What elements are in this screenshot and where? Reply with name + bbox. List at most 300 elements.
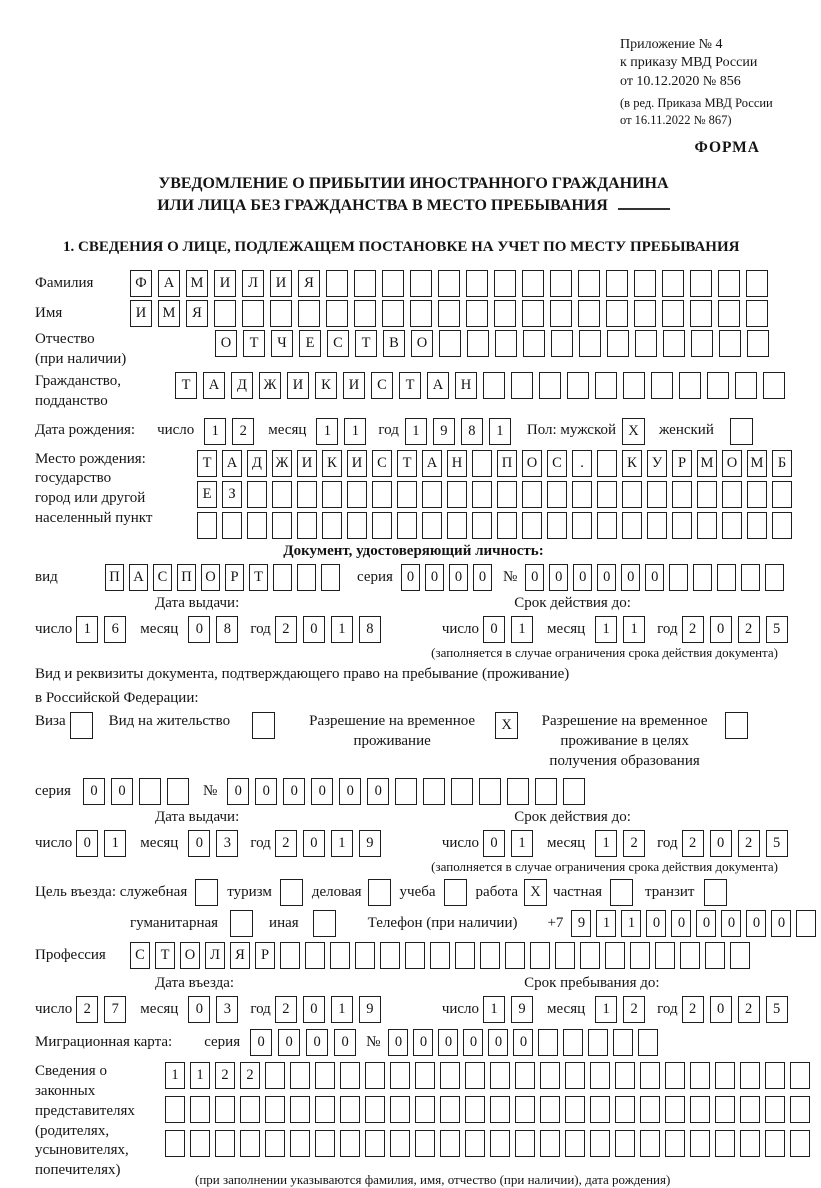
form-cell[interactable] (190, 1130, 210, 1157)
form-cell[interactable] (465, 1062, 485, 1089)
form-cell[interactable] (740, 1062, 760, 1089)
form-cell[interactable] (717, 564, 736, 591)
form-cell[interactable]: П (177, 564, 196, 591)
form-cell[interactable]: 0 (549, 564, 568, 591)
form-cell[interactable]: Т (197, 450, 217, 477)
phone-cells[interactable] (571, 910, 821, 937)
form-cell[interactable] (718, 270, 740, 297)
form-cell[interactable]: 0 (303, 996, 325, 1023)
form-cell[interactable]: М (186, 270, 208, 297)
form-cell[interactable]: 0 (303, 830, 325, 857)
form-cell[interactable]: Я (186, 300, 208, 327)
form-cell[interactable]: Н (455, 372, 477, 399)
form-cell[interactable]: 1 (596, 910, 616, 937)
form-cell[interactable]: 1 (511, 616, 533, 643)
form-cell[interactable]: М (158, 300, 180, 327)
form-cell[interactable] (511, 372, 533, 399)
permit-number-cells[interactable] (227, 778, 591, 805)
patronymic-cells[interactable] (215, 330, 775, 357)
form-cell[interactable] (515, 1062, 535, 1089)
form-cell[interactable] (215, 1096, 235, 1123)
form-cell[interactable] (663, 330, 685, 357)
form-cell[interactable] (410, 270, 432, 297)
doc-issue-day-cells[interactable] (76, 616, 132, 643)
form-cell[interactable] (273, 564, 292, 591)
form-cell[interactable] (535, 778, 557, 805)
form-cell[interactable] (230, 910, 253, 937)
form-cell[interactable]: 2 (623, 830, 645, 857)
form-cell[interactable] (466, 270, 488, 297)
form-cell[interactable]: 0 (449, 564, 468, 591)
doc-valid-day-cells[interactable] (483, 616, 539, 643)
form-cell[interactable] (747, 512, 767, 539)
name-cells[interactable] (130, 300, 774, 327)
form-cell[interactable] (167, 778, 189, 805)
form-cell[interactable]: 9 (511, 996, 533, 1023)
form-cell[interactable] (315, 1062, 335, 1089)
form-cell[interactable] (214, 300, 236, 327)
form-cell[interactable] (630, 942, 650, 969)
form-cell[interactable] (640, 1130, 660, 1157)
form-cell[interactable]: X (495, 712, 518, 739)
form-cell[interactable]: 2 (738, 616, 760, 643)
purpose-transit-checkbox[interactable] (704, 879, 727, 906)
form-cell[interactable]: Т (175, 372, 197, 399)
form-cell[interactable]: 2 (682, 616, 704, 643)
form-cell[interactable]: С (372, 450, 392, 477)
form-cell[interactable] (655, 942, 675, 969)
form-cell[interactable] (415, 1096, 435, 1123)
form-cell[interactable] (472, 450, 492, 477)
form-cell[interactable]: 0 (334, 1029, 356, 1056)
form-cell[interactable] (622, 481, 642, 508)
form-cell[interactable]: 0 (525, 564, 544, 591)
form-cell[interactable]: У (647, 450, 667, 477)
form-cell[interactable] (290, 1062, 310, 1089)
form-cell[interactable] (321, 564, 340, 591)
form-cell[interactable] (623, 372, 645, 399)
form-cell[interactable] (669, 564, 688, 591)
form-cell[interactable] (590, 1096, 610, 1123)
stay-month-cells[interactable] (595, 996, 651, 1023)
form-cell[interactable] (740, 1096, 760, 1123)
title-blank-line[interactable] (618, 208, 670, 210)
form-cell[interactable] (340, 1096, 360, 1123)
form-cell[interactable]: М (697, 450, 717, 477)
form-cell[interactable] (313, 910, 336, 937)
form-cell[interactable]: 0 (771, 910, 791, 937)
form-cell[interactable] (480, 942, 500, 969)
form-cell[interactable]: 0 (303, 616, 325, 643)
form-cell[interactable] (197, 512, 217, 539)
form-cell[interactable] (647, 512, 667, 539)
form-cell[interactable] (415, 1062, 435, 1089)
profession-cells[interactable] (130, 942, 755, 969)
doc-type-cells[interactable] (105, 564, 345, 591)
form-cell[interactable] (479, 778, 501, 805)
form-cell[interactable]: 1 (623, 616, 645, 643)
form-cell[interactable]: 1 (595, 830, 617, 857)
form-cell[interactable]: 0 (597, 564, 616, 591)
form-cell[interactable] (622, 512, 642, 539)
form-cell[interactable] (540, 1062, 560, 1089)
form-cell[interactable] (722, 481, 742, 508)
form-cell[interactable] (790, 1096, 810, 1123)
form-cell[interactable]: Р (672, 450, 692, 477)
form-cell[interactable] (704, 879, 727, 906)
form-cell[interactable]: А (427, 372, 449, 399)
form-cell[interactable] (523, 330, 545, 357)
form-cell[interactable] (588, 1029, 608, 1056)
form-cell[interactable] (422, 512, 442, 539)
form-cell[interactable] (297, 481, 317, 508)
form-cell[interactable]: 0 (710, 830, 732, 857)
form-cell[interactable]: 5 (766, 830, 788, 857)
form-cell[interactable] (472, 512, 492, 539)
birth-year-cells[interactable] (405, 418, 517, 445)
form-cell[interactable]: 0 (388, 1029, 408, 1056)
form-cell[interactable] (638, 1029, 658, 1056)
form-cell[interactable]: И (287, 372, 309, 399)
form-cell[interactable]: 1 (595, 616, 617, 643)
form-cell[interactable] (522, 481, 542, 508)
form-cell[interactable] (590, 1062, 610, 1089)
form-cell[interactable]: 1 (331, 996, 353, 1023)
form-cell[interactable] (578, 270, 600, 297)
form-cell[interactable]: 0 (250, 1029, 272, 1056)
form-cell[interactable] (610, 879, 633, 906)
form-cell[interactable] (635, 330, 657, 357)
form-cell[interactable]: О (201, 564, 220, 591)
form-cell[interactable] (495, 330, 517, 357)
mig-number-cells[interactable] (388, 1029, 663, 1056)
form-cell[interactable]: 5 (766, 616, 788, 643)
purpose-tourism-checkbox[interactable] (280, 879, 303, 906)
form-cell[interactable]: 0 (188, 996, 210, 1023)
form-cell[interactable]: 1 (405, 418, 427, 445)
form-cell[interactable]: 1 (316, 418, 338, 445)
form-cell[interactable] (365, 1096, 385, 1123)
mig-series-cells[interactable] (250, 1029, 362, 1056)
form-cell[interactable] (615, 1096, 635, 1123)
form-cell[interactable]: О (411, 330, 433, 357)
form-cell[interactable] (390, 1096, 410, 1123)
form-cell[interactable] (597, 512, 617, 539)
form-cell[interactable] (662, 270, 684, 297)
form-cell[interactable] (538, 1029, 558, 1056)
form-cell[interactable]: 0 (83, 778, 105, 805)
form-cell[interactable] (372, 481, 392, 508)
form-cell[interactable]: Ж (272, 450, 292, 477)
form-cell[interactable] (368, 879, 391, 906)
form-cell[interactable]: Е (197, 481, 217, 508)
form-cell[interactable] (451, 778, 473, 805)
form-cell[interactable] (565, 1130, 585, 1157)
citizenship-cells[interactable] (175, 372, 791, 399)
stay-day-cells[interactable] (483, 996, 539, 1023)
form-cell[interactable] (382, 300, 404, 327)
form-cell[interactable] (672, 481, 692, 508)
form-cell[interactable] (606, 270, 628, 297)
form-cell[interactable] (665, 1130, 685, 1157)
form-cell[interactable] (490, 1096, 510, 1123)
form-cell[interactable]: И (130, 300, 152, 327)
form-cell[interactable]: Р (255, 942, 275, 969)
form-cell[interactable] (440, 1130, 460, 1157)
form-cell[interactable]: В (383, 330, 405, 357)
form-cell[interactable] (796, 910, 816, 937)
form-cell[interactable] (497, 512, 517, 539)
form-cell[interactable]: 0 (339, 778, 361, 805)
form-cell[interactable] (390, 1130, 410, 1157)
form-cell[interactable]: 1 (190, 1062, 210, 1089)
form-cell[interactable]: 1 (204, 418, 226, 445)
temp-residence-edu-checkbox[interactable] (725, 712, 748, 739)
form-cell[interactable] (422, 481, 442, 508)
representatives-cells-row3[interactable] (165, 1130, 815, 1157)
form-cell[interactable]: 0 (76, 830, 98, 857)
form-cell[interactable]: Т (155, 942, 175, 969)
form-cell[interactable] (326, 300, 348, 327)
form-cell[interactable] (690, 1096, 710, 1123)
form-cell[interactable] (430, 942, 450, 969)
form-cell[interactable] (715, 1130, 735, 1157)
form-cell[interactable]: 2 (738, 830, 760, 857)
doc-valid-year-cells[interactable] (682, 616, 794, 643)
form-cell[interactable] (672, 512, 692, 539)
form-cell[interactable]: Ч (271, 330, 293, 357)
form-cell[interactable] (579, 330, 601, 357)
form-cell[interactable]: Л (242, 270, 264, 297)
form-cell[interactable] (465, 1130, 485, 1157)
form-cell[interactable]: И (343, 372, 365, 399)
form-cell[interactable] (565, 1096, 585, 1123)
form-cell[interactable] (530, 942, 550, 969)
form-cell[interactable]: 0 (573, 564, 592, 591)
form-cell[interactable] (690, 300, 712, 327)
form-cell[interactable] (467, 330, 489, 357)
form-cell[interactable]: 0 (710, 616, 732, 643)
form-cell[interactable] (447, 481, 467, 508)
form-cell[interactable] (547, 481, 567, 508)
form-cell[interactable] (330, 942, 350, 969)
purpose-humanitarian-checkbox[interactable] (230, 910, 253, 937)
form-cell[interactable] (439, 330, 461, 357)
form-cell[interactable]: И (297, 450, 317, 477)
form-cell[interactable]: 1 (331, 830, 353, 857)
residence-permit-checkbox[interactable] (252, 712, 275, 739)
form-cell[interactable]: 1 (344, 418, 366, 445)
form-cell[interactable] (440, 1062, 460, 1089)
doc-issue-month-cells[interactable] (188, 616, 244, 643)
form-cell[interactable]: Н (447, 450, 467, 477)
form-cell[interactable]: С (327, 330, 349, 357)
form-cell[interactable] (507, 778, 529, 805)
form-cell[interactable]: Ж (259, 372, 281, 399)
entry-day-cells[interactable] (76, 996, 132, 1023)
form-cell[interactable] (691, 330, 713, 357)
form-cell[interactable] (490, 1062, 510, 1089)
form-cell[interactable] (280, 942, 300, 969)
form-cell[interactable] (272, 481, 292, 508)
form-cell[interactable] (405, 942, 425, 969)
form-cell[interactable] (438, 270, 460, 297)
permit-valid-year-cells[interactable] (682, 830, 794, 857)
form-cell[interactable] (640, 1062, 660, 1089)
form-cell[interactable]: 9 (571, 910, 591, 937)
form-cell[interactable] (444, 879, 467, 906)
form-cell[interactable]: А (158, 270, 180, 297)
form-cell[interactable] (240, 1096, 260, 1123)
form-cell[interactable] (718, 300, 740, 327)
form-cell[interactable] (555, 942, 575, 969)
form-cell[interactable] (354, 300, 376, 327)
form-cell[interactable] (397, 481, 417, 508)
birth-month-cells[interactable] (316, 418, 372, 445)
form-cell[interactable]: 1 (511, 830, 533, 857)
form-cell[interactable]: С (130, 942, 150, 969)
form-cell[interactable] (595, 372, 617, 399)
form-cell[interactable] (580, 942, 600, 969)
form-cell[interactable]: 1 (595, 996, 617, 1023)
form-cell[interactable]: 0 (278, 1029, 300, 1056)
form-cell[interactable]: 0 (255, 778, 277, 805)
form-cell[interactable] (270, 300, 292, 327)
form-cell[interactable]: О (522, 450, 542, 477)
form-cell[interactable] (715, 1096, 735, 1123)
form-cell[interactable] (355, 942, 375, 969)
form-cell[interactable] (615, 1062, 635, 1089)
form-cell[interactable]: 0 (696, 910, 716, 937)
form-cell[interactable]: А (222, 450, 242, 477)
form-cell[interactable]: 2 (275, 616, 297, 643)
form-cell[interactable] (605, 942, 625, 969)
form-cell[interactable] (597, 450, 617, 477)
form-cell[interactable]: 0 (283, 778, 305, 805)
form-cell[interactable] (647, 481, 667, 508)
form-cell[interactable]: О (722, 450, 742, 477)
form-cell[interactable]: 0 (413, 1029, 433, 1056)
form-cell[interactable]: 0 (367, 778, 389, 805)
form-cell[interactable] (662, 300, 684, 327)
form-cell[interactable] (722, 512, 742, 539)
form-cell[interactable]: К (622, 450, 642, 477)
form-cell[interactable] (466, 300, 488, 327)
form-cell[interactable]: 0 (721, 910, 741, 937)
form-cell[interactable] (382, 270, 404, 297)
form-cell[interactable] (741, 564, 760, 591)
form-cell[interactable]: 2 (623, 996, 645, 1023)
form-cell[interactable] (547, 512, 567, 539)
form-cell[interactable] (735, 372, 757, 399)
form-cell[interactable] (365, 1130, 385, 1157)
form-cell[interactable]: 0 (401, 564, 420, 591)
form-cell[interactable] (707, 372, 729, 399)
form-cell[interactable] (354, 270, 376, 297)
form-cell[interactable] (247, 512, 267, 539)
form-cell[interactable] (551, 330, 573, 357)
representatives-cells-row2[interactable] (165, 1096, 815, 1123)
form-cell[interactable] (719, 330, 741, 357)
representatives-cells-row1[interactable] (165, 1062, 815, 1089)
form-cell[interactable] (326, 270, 348, 297)
doc-issue-year-cells[interactable] (275, 616, 387, 643)
form-cell[interactable]: И (270, 270, 292, 297)
form-cell[interactable]: Т (243, 330, 265, 357)
form-cell[interactable]: З (222, 481, 242, 508)
form-cell[interactable]: 2 (682, 996, 704, 1023)
form-cell[interactable]: 0 (621, 564, 640, 591)
form-cell[interactable]: Т (355, 330, 377, 357)
form-cell[interactable] (390, 1062, 410, 1089)
form-cell[interactable] (438, 300, 460, 327)
form-cell[interactable] (705, 942, 725, 969)
form-cell[interactable] (515, 1130, 535, 1157)
form-cell[interactable]: 8 (216, 616, 238, 643)
form-cell[interactable] (280, 879, 303, 906)
form-cell[interactable]: 0 (227, 778, 249, 805)
form-cell[interactable] (747, 330, 769, 357)
form-cell[interactable]: 0 (473, 564, 492, 591)
form-cell[interactable] (440, 1096, 460, 1123)
form-cell[interactable]: 3 (216, 830, 238, 857)
temp-residence-checkbox[interactable] (495, 712, 518, 739)
form-cell[interactable] (472, 481, 492, 508)
form-cell[interactable] (607, 330, 629, 357)
form-cell[interactable] (297, 512, 317, 539)
form-cell[interactable]: Б (772, 450, 792, 477)
form-cell[interactable] (765, 1062, 785, 1089)
form-cell[interactable] (265, 1062, 285, 1089)
form-cell[interactable]: Т (397, 450, 417, 477)
form-cell[interactable] (693, 564, 712, 591)
form-cell[interactable] (372, 512, 392, 539)
form-cell[interactable]: 1 (76, 616, 98, 643)
form-cell[interactable]: 9 (359, 996, 381, 1023)
form-cell[interactable] (423, 778, 445, 805)
doc-series-cells[interactable] (401, 564, 497, 591)
form-cell[interactable]: 8 (461, 418, 483, 445)
purpose-business-checkbox[interactable] (368, 879, 391, 906)
form-cell[interactable] (165, 1130, 185, 1157)
form-cell[interactable] (790, 1130, 810, 1157)
form-cell[interactable] (497, 481, 517, 508)
form-cell[interactable] (539, 372, 561, 399)
form-cell[interactable]: А (203, 372, 225, 399)
form-cell[interactable] (447, 512, 467, 539)
form-cell[interactable]: 1 (165, 1062, 185, 1089)
form-cell[interactable] (540, 1130, 560, 1157)
form-cell[interactable]: 0 (483, 616, 505, 643)
purpose-work-checkbox[interactable] (524, 879, 547, 906)
form-cell[interactable] (494, 270, 516, 297)
birth-day-cells[interactable] (204, 418, 260, 445)
form-cell[interactable] (297, 564, 316, 591)
form-cell[interactable]: 2 (232, 418, 254, 445)
form-cell[interactable]: Т (399, 372, 421, 399)
form-cell[interactable] (563, 1029, 583, 1056)
form-cell[interactable] (522, 300, 544, 327)
form-cell[interactable]: Е (299, 330, 321, 357)
form-cell[interactable] (697, 512, 717, 539)
doc-number-cells[interactable] (525, 564, 789, 591)
form-cell[interactable] (240, 1130, 260, 1157)
form-cell[interactable]: 1 (483, 996, 505, 1023)
form-cell[interactable]: 0 (111, 778, 133, 805)
form-cell[interactable]: 0 (488, 1029, 508, 1056)
form-cell[interactable] (690, 1062, 710, 1089)
form-cell[interactable]: 8 (359, 616, 381, 643)
